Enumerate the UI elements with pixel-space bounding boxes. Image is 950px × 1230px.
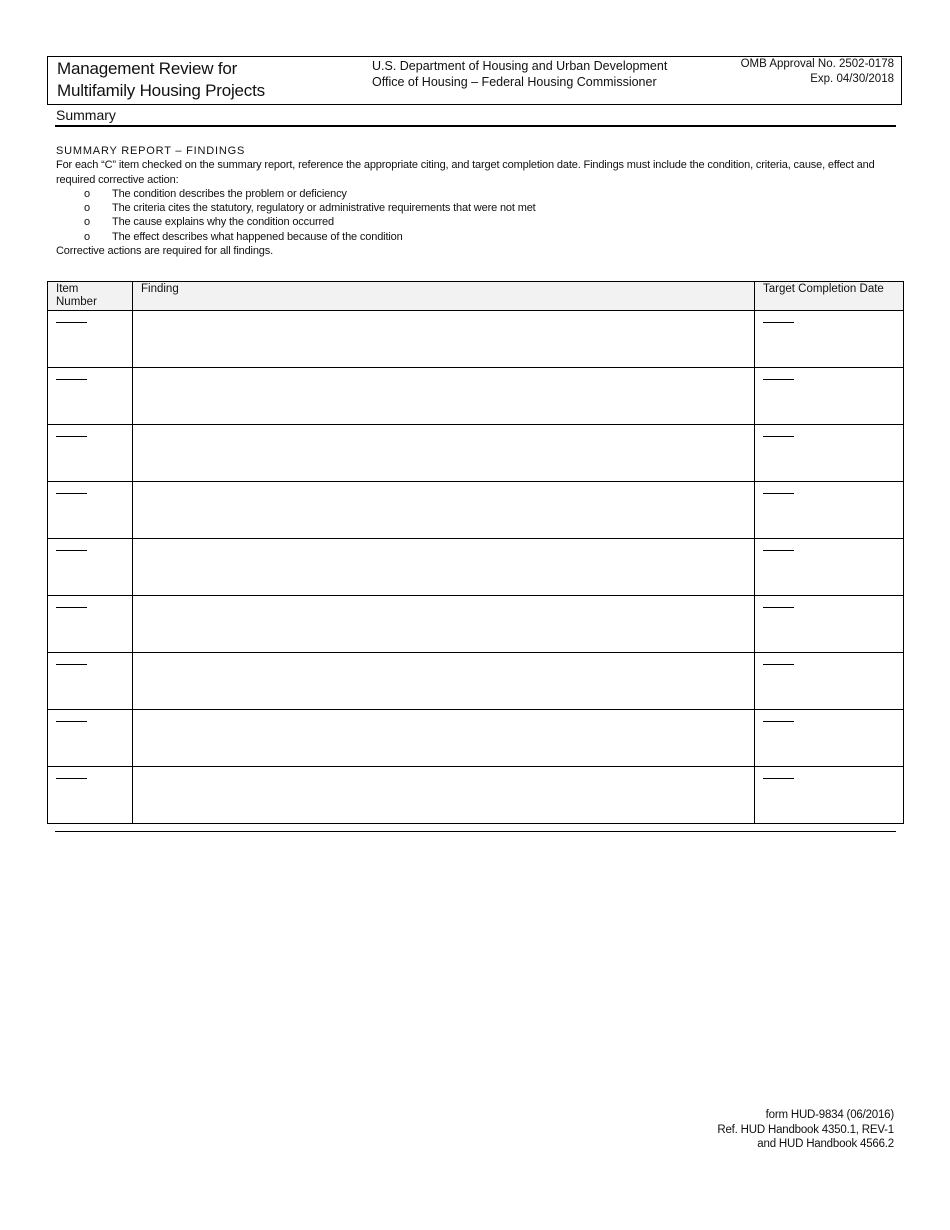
target-date-cell[interactable] [755,596,904,653]
instructions-heading: SUMMARY REPORT – FINDINGS [56,145,246,157]
instructions-bullet-list [56,187,886,244]
item-number-cell[interactable] [48,539,133,596]
item-number-blank [56,778,87,779]
findings-table-body [48,311,904,824]
target-date-blank [763,493,794,494]
target-date-blank [763,607,794,608]
target-date-blank [763,778,794,779]
bullet-marker: o [84,230,90,243]
table-row [48,482,904,539]
finding-cell[interactable] [133,311,755,368]
section-divider [55,125,896,127]
finding-cell[interactable] [133,710,755,767]
item-number-blank [56,721,87,722]
department-name [372,58,667,90]
table-row [48,653,904,710]
target-date-cell[interactable] [755,767,904,824]
omb-number: OMB Approval No. 2502-0178 [740,58,894,70]
target-date-cell[interactable] [755,482,904,539]
table-row [48,368,904,425]
handbook-reference-1: Ref. HUD Handbook 4350.1, REV-1 [717,1123,894,1136]
finding-cell[interactable] [133,425,755,482]
finding-cell[interactable] [133,539,755,596]
target-date-cell[interactable] [755,425,904,482]
item-number-cell[interactable] [48,425,133,482]
target-date-cell[interactable] [755,539,904,596]
list-item [56,187,886,201]
list-item [56,201,886,215]
item-number-blank [56,493,87,494]
column-header-finding: Finding [133,282,755,311]
finding-cell[interactable] [133,596,755,653]
department-line1: U.S. Department of Housing and Urban Development [372,59,668,73]
bullet-marker: o [84,187,90,200]
form-title-line1: Management Review for [57,59,238,78]
column-header-item-line1: Item [56,283,79,295]
target-date-cell[interactable] [755,368,904,425]
table-header-row [48,282,904,311]
item-number-blank [56,322,87,323]
list-item [56,230,886,244]
department-line2: Office of Housing – Federal Housing Commissioner [372,75,657,89]
table-row [48,539,904,596]
form-title-line2: Multifamily Housing Projects [57,81,265,100]
target-date-cell[interactable] [755,653,904,710]
instructions [56,144,886,258]
table-row [48,311,904,368]
bullet-text: The cause explains why the condition occurred [112,216,334,229]
table-row [48,710,904,767]
item-number-blank [56,550,87,551]
column-header-item-line2: Number [56,296,97,308]
bullet-text: The condition describes the problem or deficiency [112,187,347,200]
column-header-target-date: Target Completion Date [755,282,904,311]
instructions-intro: For each “C” item checked on the summary report, reference the appropriate citing, and target completion date. Findings must include the condition, criteria, cause, effect and required corrective action: [56,159,875,186]
table-bottom-rule [55,831,896,832]
bullet-marker: o [84,216,90,229]
item-number-blank [56,379,87,380]
bullet-marker: o [84,202,90,215]
handbook-reference-2: and HUD Handbook 4566.2 [757,1138,894,1150]
bullet-text: The effect describes what happened because of the condition [112,230,403,243]
item-number-cell[interactable] [48,311,133,368]
omb-approval [741,57,894,87]
target-date-blank [763,322,794,323]
section-label: Summary [56,107,116,123]
target-date-blank [763,436,794,437]
target-date-blank [763,550,794,551]
target-date-blank [763,379,794,380]
finding-cell[interactable] [133,482,755,539]
table-row [48,767,904,824]
list-item [56,215,886,229]
omb-expiration: Exp. 04/30/2018 [810,73,894,85]
column-header-item-number [48,282,133,311]
item-number-blank [56,664,87,665]
item-number-cell[interactable] [48,653,133,710]
item-number-cell[interactable] [48,710,133,767]
findings-table [47,281,904,824]
item-number-cell[interactable] [48,596,133,653]
form-footer [717,1108,894,1152]
finding-cell[interactable] [133,767,755,824]
table-row [48,596,904,653]
item-number-cell[interactable] [48,482,133,539]
finding-cell[interactable] [133,653,755,710]
target-date-cell[interactable] [755,311,904,368]
item-number-blank [56,607,87,608]
item-number-cell[interactable] [48,767,133,824]
instructions-closing: Corrective actions are required for all findings. [56,245,274,258]
table-row [48,425,904,482]
form-header [47,56,902,105]
form-title [57,58,265,102]
item-number-blank [56,436,87,437]
finding-cell[interactable] [133,368,755,425]
target-date-blank [763,721,794,722]
target-date-cell[interactable] [755,710,904,767]
item-number-cell[interactable] [48,368,133,425]
target-date-blank [763,664,794,665]
form-number: form HUD-9834 (06/2016) [765,1109,894,1121]
bullet-text: The criteria cites the statutory, regulatory or administrative requirements that were not met [112,202,536,215]
